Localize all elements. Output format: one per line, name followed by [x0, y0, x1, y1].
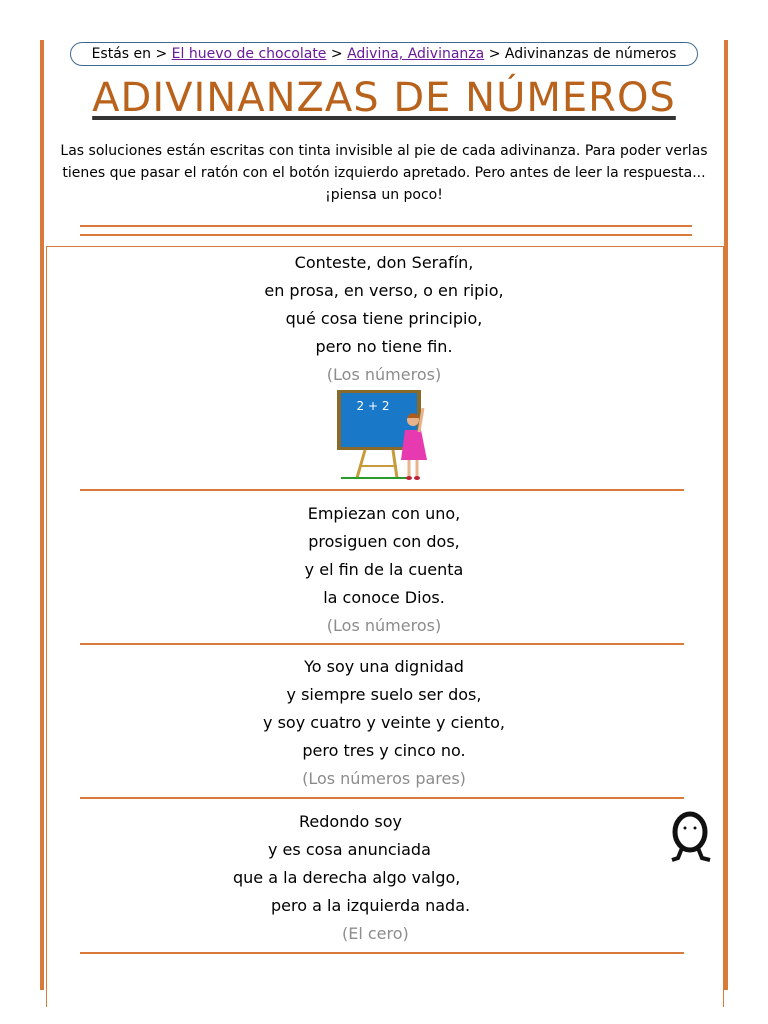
breadcrumb-link-home[interactable]: El huevo de chocolate: [171, 46, 327, 62]
riddle-line: y siempre suelo ser dos,: [286, 685, 482, 704]
riddle-separator: [80, 643, 684, 645]
riddle-line: y es cosa anunciada: [268, 840, 431, 859]
riddle-line: prosiguen con dos,: [308, 532, 460, 551]
riddle-answer[interactable]: (Los números pares): [302, 769, 466, 788]
blackboard-text: 2 + 2: [356, 399, 390, 413]
zero-character-icon: [668, 806, 716, 866]
riddle-line: la conoce Dios.: [323, 588, 445, 607]
breadcrumb-separator: >: [330, 46, 343, 62]
riddle-3: [44, 653, 724, 793]
riddle-4: [0, 808, 768, 948]
riddle-separator: [80, 952, 684, 954]
breadcrumb-current: > Adivinanzas de números: [488, 46, 677, 62]
riddle-line: Yo soy una dignidad: [304, 657, 464, 676]
intro-text: Las soluciones están escritas con tinta invisible al pie de cada adivinanza. Para poder verlas tienes que pasar el ratón con el botón izquierdo apretado. Pero antes de leer la respuesta... ¡piensa un poco!: [60, 143, 708, 203]
riddle-line: Conteste, don Serafín,: [294, 253, 474, 272]
riddle-line: qué cosa tiene principio,: [285, 309, 483, 328]
riddle-line: pero a la izquierda nada.: [271, 896, 471, 915]
riddle-line: que a la derecha algo valgo,: [233, 868, 461, 887]
riddle-separator: [80, 797, 684, 799]
riddle-separator: [80, 489, 684, 491]
breadcrumb-link-riddles[interactable]: Adivina, Adivinanza: [347, 46, 485, 62]
riddle-line: pero no tiene fin.: [315, 337, 453, 356]
breadcrumb-prefix: Estás en >: [91, 46, 168, 62]
riddle-line: y el fin de la cuenta: [304, 560, 464, 579]
riddle-line: Empiezan con uno,: [307, 504, 461, 523]
riddle-answer[interactable]: (El cero): [342, 924, 409, 943]
header-rule-1: [80, 225, 692, 227]
riddle-2: [44, 500, 724, 640]
riddle-answer[interactable]: (Los números): [326, 616, 442, 635]
riddle-line: y soy cuatro y veinte y ciento,: [263, 713, 505, 732]
breadcrumb: [70, 42, 698, 66]
riddle-1: [44, 249, 724, 389]
riddle-answer[interactable]: (Los números): [326, 365, 442, 384]
page-title: ADIVINANZAS DE NÚMEROS: [92, 75, 676, 121]
header-rule-2: [80, 234, 692, 236]
riddle-line: en prosa, en verso, o en ripio,: [264, 281, 504, 300]
riddle-line: Redondo soy: [299, 812, 402, 831]
blackboard-girl-illustration: [335, 388, 435, 484]
riddle-line: pero tres y cinco no.: [302, 741, 466, 760]
